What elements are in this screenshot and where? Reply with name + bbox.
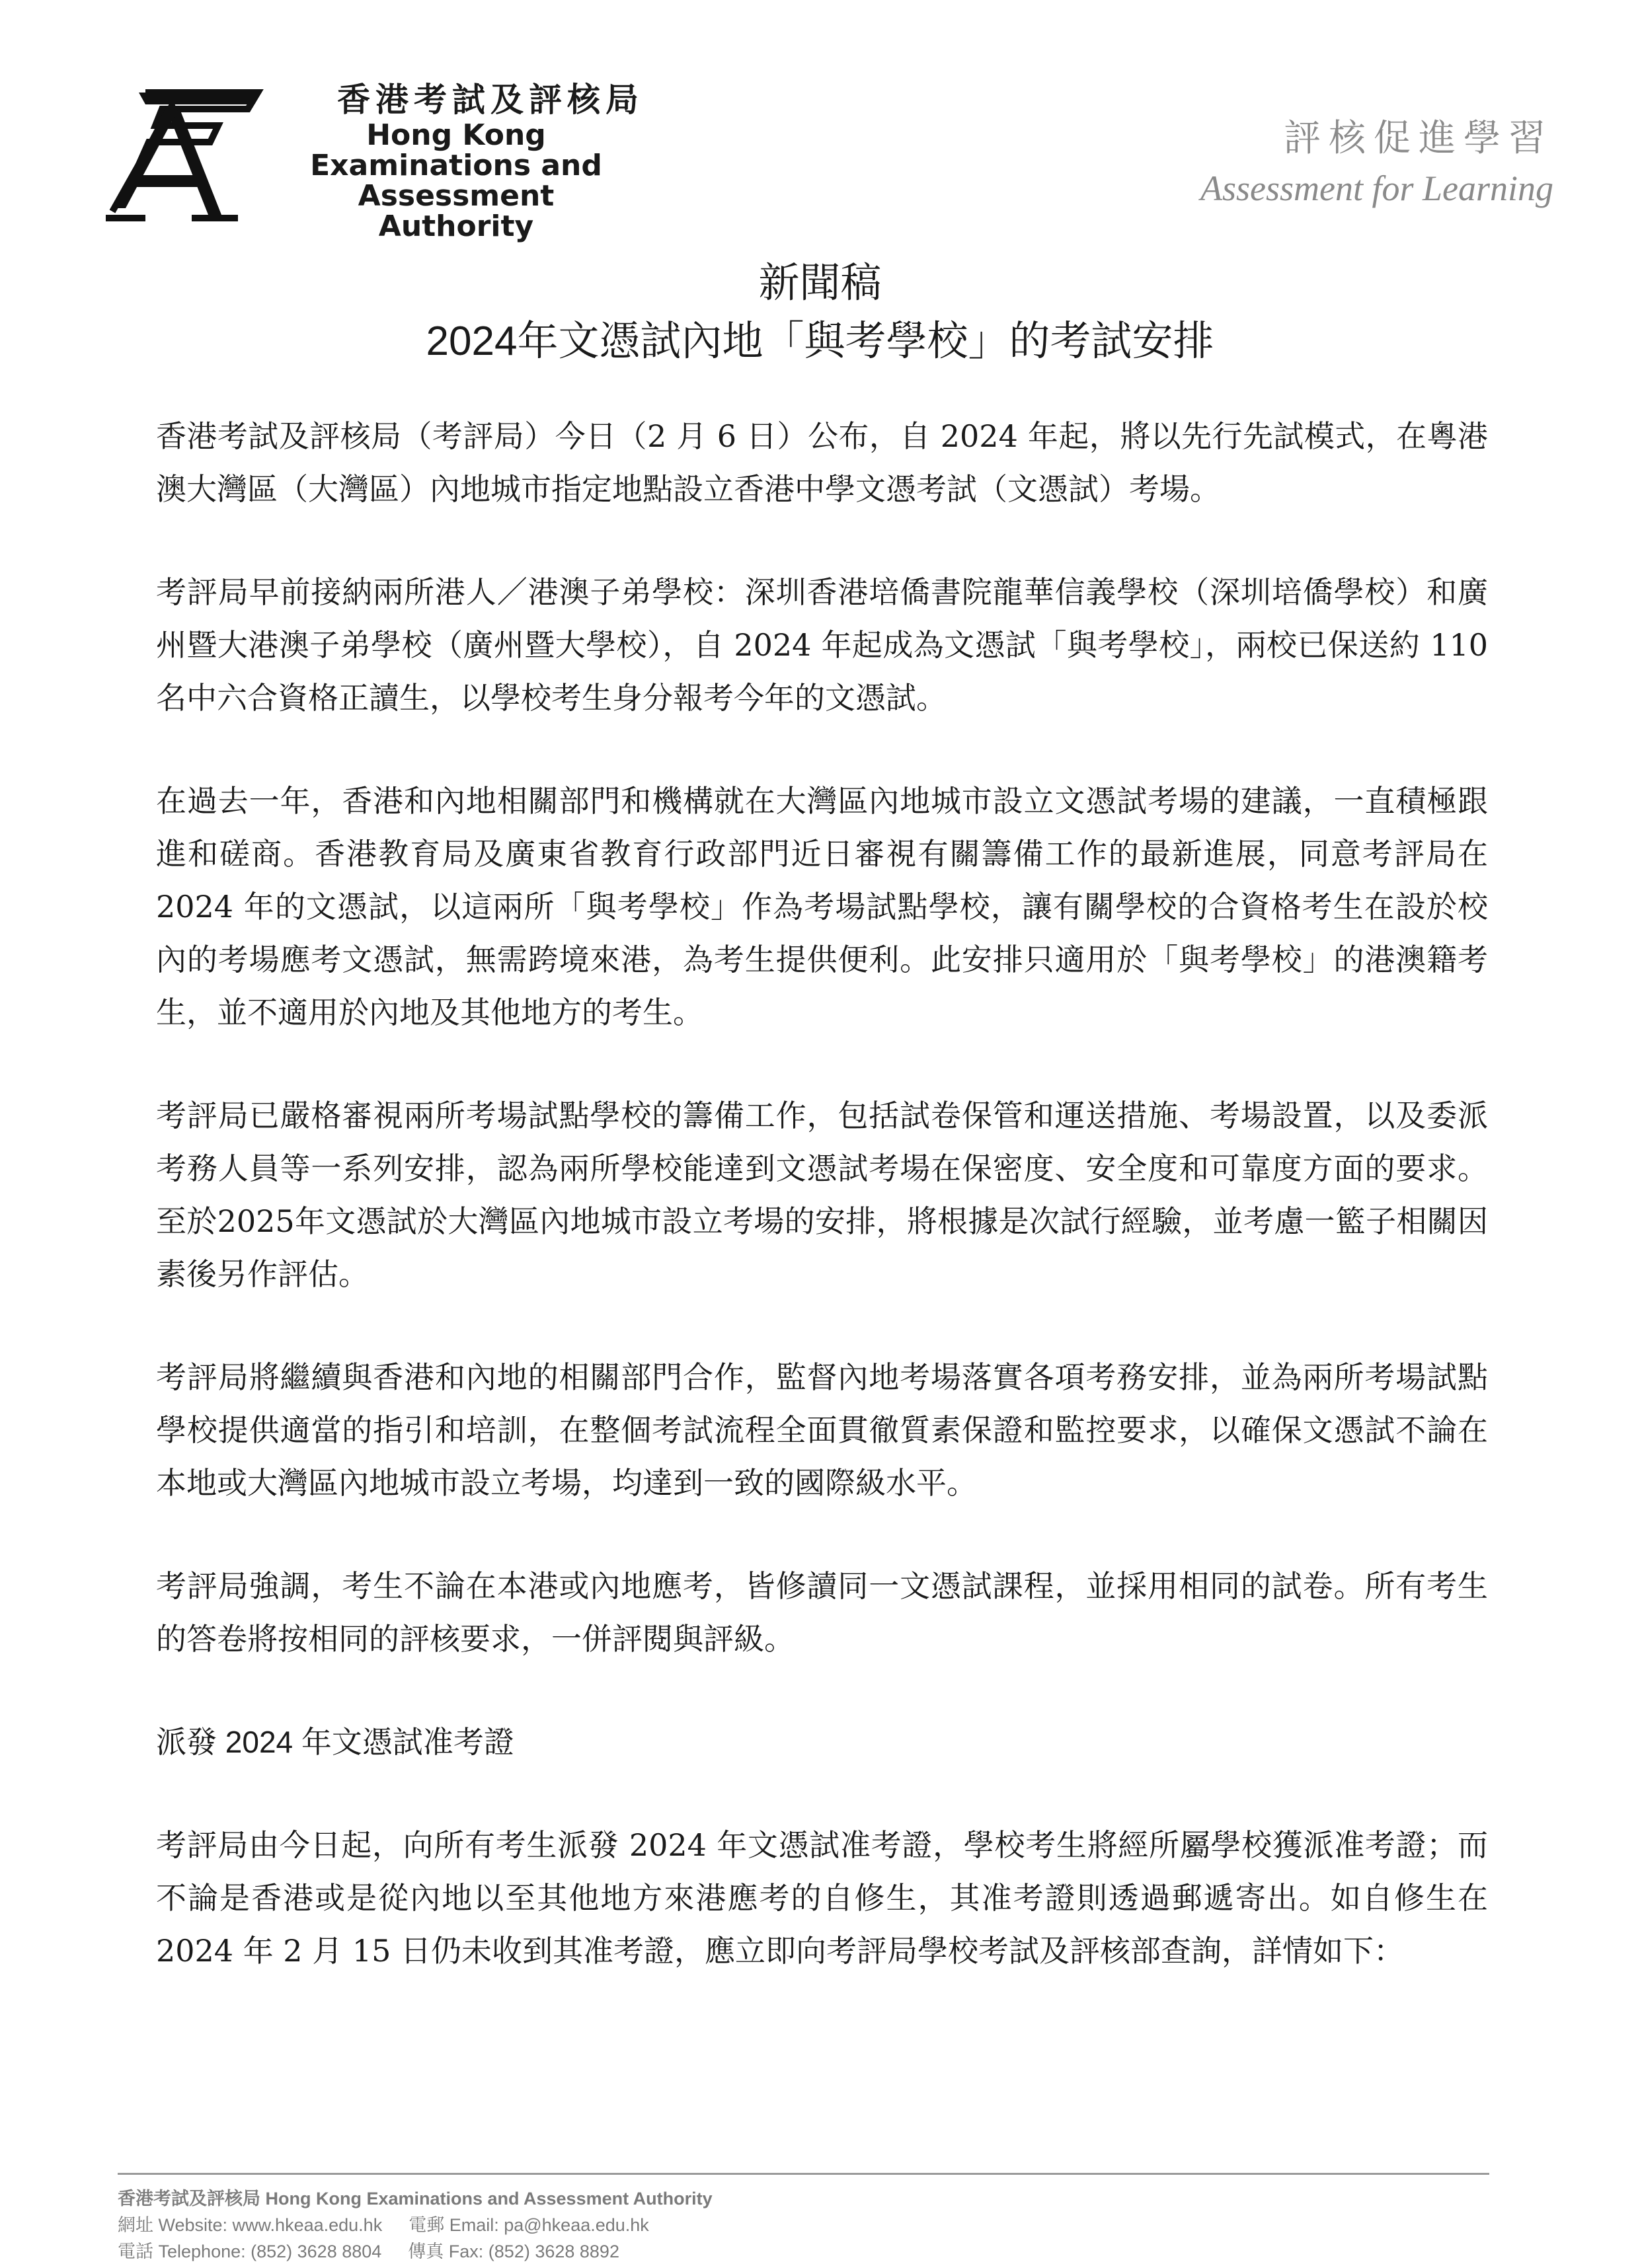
footer-email[interactable]: 電郵 Email: pa@hkeaa.edu.hk bbox=[409, 2215, 649, 2235]
footer bbox=[118, 2173, 1489, 2265]
paragraph-1: 香港考試及評核局（考評局）今日（2 月 6 日）公布，自 2024 年起，將以先行先試模式，在粵港澳大灣區（大灣區）內地城市指定地點設立香港中學文憑考試（文憑試）考場。 bbox=[156, 418, 1488, 507]
hkeaa-logo-icon bbox=[99, 79, 271, 225]
footer-website[interactable]: 網址 Website: www.hkeaa.edu.hk bbox=[118, 2215, 383, 2235]
press-release-body bbox=[156, 410, 1488, 2027]
footer-telephone: 電話 Telephone: (852) 3628 8804 bbox=[118, 2242, 382, 2261]
motto-zh: 評核促進學習 bbox=[1284, 117, 1553, 160]
paragraph-5: 考評局將繼續與香港和內地的相關部門合作，監督內地考場落實各項考務安排，並為兩所考場試點學校提供適當的指引和培訓，在整個考試流程全面貫徹質素保證和監控要求，以確保文憑試不論在本地或大灣區內地城市設立考場，均達到一致的國際級水平。 bbox=[156, 1359, 1488, 1501]
section-heading: 派發 2024 年文憑試准考證 bbox=[156, 1725, 514, 1759]
motto bbox=[1200, 112, 1553, 211]
footer-contact-line-1 bbox=[118, 2212, 1489, 2238]
org-name-en-1: Hong Kong bbox=[366, 118, 546, 152]
paragraph-4: 考評局已嚴格審視兩所考場試點學校的籌備工作，包括試卷保管和運送措施、考場設置，以及委派考務人員等一系列安排，認為兩所學校能達到文憑試考場在保密度、安全度和可靠度方面的要求。至於2025年文憑試於大灣區內地城市設立考場的安排，將根據是次試行經驗，並考慮一籃子相關因素後另作評估。 bbox=[156, 1098, 1488, 1292]
footer-divider bbox=[118, 2173, 1489, 2175]
org-name-en-3: Assessment Authority bbox=[358, 179, 555, 243]
footer-contact-line-2 bbox=[118, 2238, 1489, 2265]
paragraph-3: 在過去一年，香港和內地相關部門和機構就在大灣區內地城市設立文憑試考場的建議，一直積極跟進和磋商。香港教育局及廣東省教育行政部門近日審視有關籌備工作的最新進展，同意考評局在 2024 年的文憑試，以這兩所「與考學校」作為考場試點學校，讓有關學校的合資格考生在設於校內的考場應考文憑試，無需跨境來港，為考生提供便利。此安排只適用於「與考學校」的港澳籍考生，並不適用於內地及其他地方的考生。 bbox=[156, 783, 1488, 1030]
org-name-en-2: Examinations and bbox=[310, 149, 602, 182]
footer-org: 香港考試及評核局 Hong Kong Examinations and Assessment Authority bbox=[118, 2189, 713, 2209]
letterhead bbox=[99, 66, 1553, 243]
organisation-name bbox=[278, 79, 644, 242]
document-title: 2024年文憑試內地「與考學校」的考試安排 bbox=[426, 319, 1214, 364]
paragraph-6: 考評局強調，考生不論在本港或內地應考，皆修讀同一文憑試課程，並採用相同的試卷。所有考生的答卷將按相同的評核要求，一併評閱與評級。 bbox=[156, 1568, 1488, 1657]
org-name-zh: 香港考試及評核局 bbox=[337, 80, 644, 119]
title-block bbox=[0, 254, 1640, 371]
footer-fax: 傳真 Fax: (852) 3628 8892 bbox=[408, 2242, 619, 2261]
motto-en: Assessment for Learning bbox=[1200, 169, 1553, 208]
paragraph-2: 考評局早前接納兩所港人／港澳子弟學校：深圳香港培僑書院龍華信義學校（深圳培僑學校）和廣州暨大港澳子弟學校（廣州暨大學校），自 2024 年起成為文憑試「與考學校」，兩校已保送約 110 名中六合資格正讀生，以學校考生身分報考今年的文憑試。 bbox=[156, 574, 1488, 716]
document-type: 新聞稿 bbox=[758, 260, 882, 306]
paragraph-7: 考評局由今日起，向所有考生派發 2024 年文憑試准考證，學校考生將經所屬學校獲派准考證；而不論是香港或是從內地以至其他地方來港應考的自修生，其准考證則透過郵遞寄出。如自修生在 2024 年 2 月 15 日仍未收到其准考證，應立即向考評局學校考試及評核部查詢，詳情如下： bbox=[156, 1827, 1488, 1969]
